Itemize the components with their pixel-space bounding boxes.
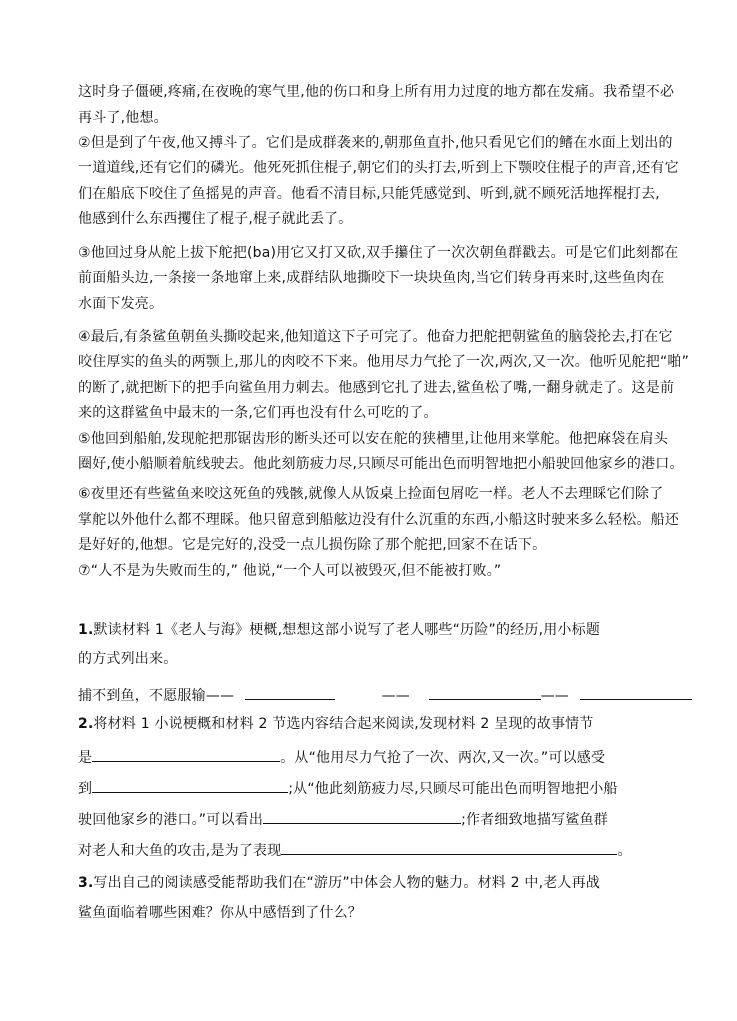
question-text: 是 bbox=[78, 750, 93, 766]
passage-line: 一道道线,还有它们的磷光。他死死抓住棍子,朝它们的头打去,听到上下颚咬住棍子的声音,还有它 bbox=[78, 160, 679, 176]
question-1 bbox=[78, 620, 600, 640]
question-2-line bbox=[78, 746, 605, 768]
answer-blank[interactable] bbox=[263, 808, 461, 824]
passage-line: ④最后,有条鲨鱼朝鱼头撕咬起来,他知道这下子可完了。他奋力把舵把朝鲨鱼的脑袋抡去,打在它 bbox=[78, 329, 673, 345]
passage-line: 圈好,使小船顺着航线驶去。他此刻筋疲力尽,只顾尽可能出色而明智地把小船驶回他家乡的港口。 bbox=[78, 456, 684, 472]
passage-line: ⑦“人不是为失败而生的,” 他说,“一个人可以被毁灭,但不能被打败。” bbox=[78, 563, 502, 579]
passage-line: 他感到什么东西攫住了棍子,棍子就此丢了。 bbox=[78, 211, 353, 227]
answer-blank[interactable] bbox=[580, 684, 692, 700]
question-2-line bbox=[78, 808, 608, 830]
passage-line: 咬住厚实的鱼头的两颚上,那儿的肉咬不下来。他用尽力气抡了一次,两次,又一次。他听见舵把“啪” bbox=[78, 354, 690, 370]
question-text: 默读材料 1《老人与海》梗概,想想这部小说写了老人哪些“历险”的经历,用小标题 bbox=[93, 622, 601, 638]
question-text: 。 bbox=[617, 843, 632, 859]
dash: —— bbox=[540, 688, 569, 704]
question-text: 。从“他用尽力气抢了一次、两次,又一次。”可以感受 bbox=[280, 750, 606, 766]
question-2 bbox=[78, 714, 594, 734]
question-text: ;作者细致地描写鲨鱼群 bbox=[461, 812, 608, 828]
question-1-cont: 的方式列出来。 bbox=[78, 651, 178, 667]
answer-blank[interactable] bbox=[245, 684, 335, 700]
passage-line: 掌舵以外他什么都不理睬。他只留意到船舷边没有什么沉重的东西,小船这时驶来多么轻松。船还 bbox=[78, 512, 680, 528]
passage-line: 水面下发亮。 bbox=[78, 296, 164, 312]
passage-line: 们在船底下咬住了鱼摇晃的声音。他看不清目标,只能凭感觉到、听到,就不顾死活地挥棍打去, bbox=[78, 186, 660, 202]
question-number: 3. bbox=[78, 875, 94, 891]
passage-line: 这时身子僵硬,疼痛,在夜晚的寒气里,他的伤口和身上所有用力过度的地方都在发痛。我希望不必 bbox=[78, 84, 675, 100]
question-text: 将材料 1 小说梗概和材料 2 节选内容结合起来阅读,发现材料 2 呈现的故事情节 bbox=[93, 716, 594, 732]
passage-line: ⑤他回到船舶,发现舵把那锯齿形的断头还可以安在舵的狭槽里,让他用来掌舵。他把麻袋在肩头 bbox=[78, 431, 669, 447]
question-text: 到 bbox=[78, 781, 93, 797]
answer-blank[interactable] bbox=[281, 839, 617, 855]
dash: —— bbox=[381, 688, 410, 704]
passage-line: 的断了,就把断下的把手向鲨鱼用力刺去。他感到它扎了进去,鲨鱼松了嘴,一翻身就走了。这是前 bbox=[78, 380, 675, 396]
question-2-line bbox=[78, 777, 618, 799]
passage-line: ②但是到了午夜,他又搏斗了。它们是成群袭来的,朝那鱼直扑,他只看见它们的鳍在水面上划出的 bbox=[78, 135, 673, 151]
question-text: 驶回他家乡的港口。”可以看出 bbox=[78, 812, 264, 828]
answer-blank[interactable] bbox=[429, 684, 541, 700]
question-number: 1. bbox=[78, 622, 94, 638]
question-text: 对老人和大鱼的攻击,是为了表现 bbox=[78, 843, 282, 859]
question-number: 2. bbox=[78, 716, 94, 732]
passage-line: ⑥夜里还有些鲨鱼来咬这死鱼的残骸,就像人从饭桌上捡面包屑吃一样。老人不去理睬它们除了 bbox=[78, 486, 664, 502]
passage-line: ③他回过身从舵上拔下舵把(ba)用它又打又砍,双手攥住了一次次朝鱼群戳去。可是它们此刻都在 bbox=[78, 245, 679, 261]
answer-blank[interactable] bbox=[92, 777, 288, 793]
question-3-cont: 鲨鱼面临着哪些困难？你从中感悟到了什么？ bbox=[78, 905, 362, 921]
question-3 bbox=[78, 873, 600, 893]
question-text: ;从“他此刻筋疲力尽,只顾尽可能出色而明智地把小船 bbox=[288, 781, 618, 797]
question-2-line bbox=[78, 839, 632, 861]
passage-line: 来的这群鲨鱼中最末的一条,它们再也没有什么可吃的了。 bbox=[78, 405, 438, 421]
passage-line: 前面船头边,一条接一条地窜上来,成群结队地撕咬下一块块鱼肉,当它们转身再来时,这些鱼肉在 bbox=[78, 270, 665, 286]
passage-line: 再斗了,他想。 bbox=[78, 110, 168, 126]
answer-blank[interactable] bbox=[92, 746, 280, 762]
passage-line: 是好好的,他想。它是完好的,没受一点儿损伤除了那个舵把,回家不在话下。 bbox=[78, 537, 547, 553]
question-text: 写出自己的阅读感受能帮助我们在“游历”中体会人物的魅力。材料 2 中,老人再战 bbox=[93, 875, 601, 891]
answer-line-1 bbox=[78, 684, 692, 706]
answer-prefix: 捕不到鱼，不愿服输—— bbox=[78, 688, 235, 704]
